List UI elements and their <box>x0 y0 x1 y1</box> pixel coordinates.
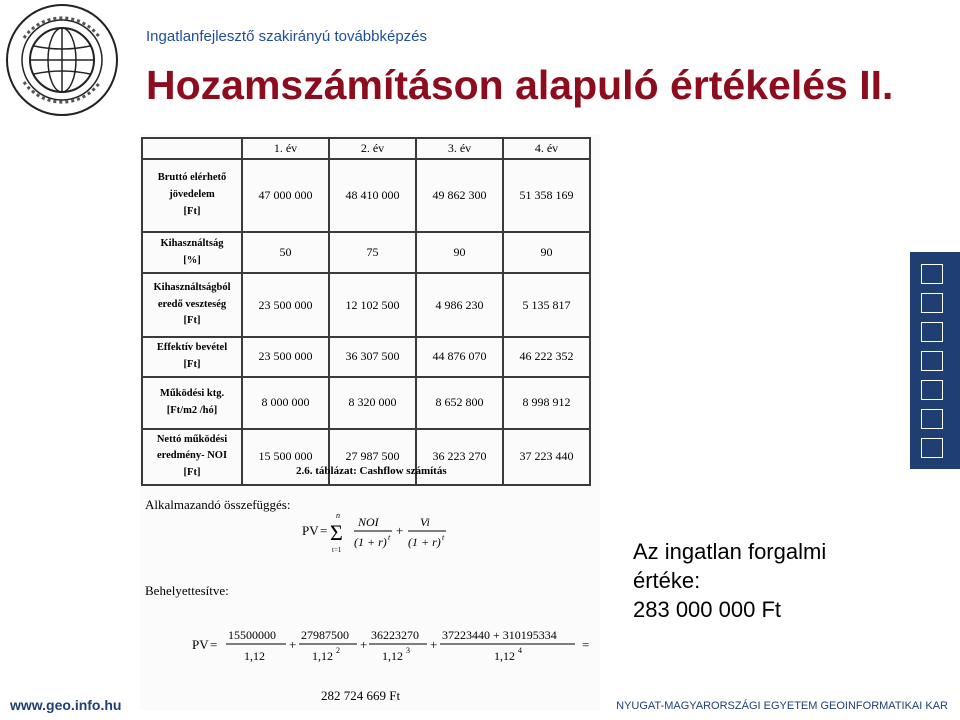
equals-sign: = <box>582 637 590 652</box>
row-label: Nettó működési eredmény- NOI [Ft] <box>142 429 242 485</box>
plus-sign: + <box>396 523 404 538</box>
building-icon <box>921 293 943 313</box>
answer-line: Az ingatlan forgalmi <box>633 539 827 564</box>
cashflow-table <box>141 137 591 486</box>
term-exponent: 2 <box>336 646 340 655</box>
sum-upper: n <box>336 511 340 520</box>
pv-result: 282 724 669 Ft <box>321 688 401 703</box>
term-exponent: 3 <box>406 646 410 655</box>
program-name: Ingatlanfejlesztő szakirányú továbbképzés <box>146 28 428 45</box>
plus-sign: + <box>289 637 297 652</box>
term-numerator: 36223270 <box>371 628 419 642</box>
slide-title: Hozamszámításon alapuló értékelés II. <box>146 62 894 108</box>
university-seal-logo <box>4 2 120 118</box>
row-label: Bruttó elérhető jövedelem [Ft] <box>142 159 242 232</box>
table-cell: 15 500 000 <box>242 429 329 485</box>
pyramid-icon <box>921 351 943 371</box>
row-label: Működési ktg. [Ft/m2 /hó] <box>142 377 242 429</box>
survey-icon <box>921 264 943 284</box>
table-cell: 90 <box>503 232 590 273</box>
term-denominator: 1,12 <box>312 649 333 663</box>
formula-label: Alkalmazandó összefüggés: <box>145 497 291 512</box>
row-label: Kihasználtságból eredő veszteség [Ft] <box>142 273 242 337</box>
corner-cell <box>142 138 242 159</box>
table-cell: 48 410 000 <box>329 159 416 232</box>
house-icon <box>921 438 943 458</box>
grid-map-icon <box>921 380 943 400</box>
table-cell: 44 876 070 <box>416 337 503 377</box>
table-row <box>142 337 590 377</box>
market-value-answer <box>633 537 826 624</box>
table-row <box>142 159 590 232</box>
table-cell: 51 358 169 <box>503 159 590 232</box>
row-label: Effektív bevétel [Ft] <box>142 337 242 377</box>
sum-symbol: Σ <box>330 520 343 545</box>
pv-symbol: PV <box>192 637 209 652</box>
vi-denominator: (1 + r) <box>408 535 441 549</box>
term-exponent: 4 <box>518 646 522 655</box>
column-header: 2. év <box>329 138 416 159</box>
noi-numerator: NOI <box>358 515 379 529</box>
layers-icon <box>921 322 943 342</box>
column-header: 3. év <box>416 138 503 159</box>
plus-sign: + <box>430 637 438 652</box>
table-header-row <box>142 138 590 159</box>
term-numerator: 27987500 <box>301 628 349 642</box>
table-cell: 37 223 440 <box>503 429 590 485</box>
table-cell: 8 652 800 <box>416 377 503 429</box>
table-cell: 50 <box>242 232 329 273</box>
table-cell: 90 <box>416 232 503 273</box>
term-numerator: 37223440 + 310195334 <box>442 628 557 642</box>
table-cell: 23 500 000 <box>242 337 329 377</box>
website-link[interactable]: www.geo.info.hu <box>10 697 122 713</box>
table-cell: 36 307 500 <box>329 337 416 377</box>
table-cell: 49 862 300 <box>416 159 503 232</box>
sum-lower: t=1 <box>332 546 342 554</box>
term-denominator: 1,12 <box>382 649 403 663</box>
institution-name: NYUGAT-MAGYARORSZÁGI EGYETEM GEOINFORMATIKAI KAR <box>616 700 948 712</box>
compass-icon <box>921 409 943 429</box>
vi-exponent: t <box>442 533 445 542</box>
vi-numerator: Vi <box>420 515 430 529</box>
table-cell: 27 987 500 <box>329 429 416 485</box>
table-cell: 46 222 352 <box>503 337 590 377</box>
table-cell: 5 135 817 <box>503 273 590 337</box>
term-denominator: 1,12 <box>494 649 515 663</box>
column-header: 4. év <box>503 138 590 159</box>
answer-value: 283 000 000 Ft <box>633 597 782 622</box>
table-cell: 75 <box>329 232 416 273</box>
table-cell: 8 000 000 <box>242 377 329 429</box>
table-cell: 36 223 270 <box>416 429 503 485</box>
pv-symbol: PV <box>302 523 319 538</box>
substituted-formula <box>190 622 600 666</box>
table-row <box>142 377 590 429</box>
noi-exponent: t <box>388 533 391 542</box>
table-caption: 2.6. táblázat: Cashflow számítás <box>296 465 447 477</box>
noi-denominator: (1 + r) <box>354 535 387 549</box>
column-header: 1. év <box>242 138 329 159</box>
substitution-label: Behelyettesítve: <box>145 583 229 598</box>
plus-sign: + <box>360 637 368 652</box>
table-row <box>142 273 590 337</box>
table-cell: 23 500 000 <box>242 273 329 337</box>
term-numerator: 15500000 <box>228 628 276 642</box>
table-cell: 4 986 230 <box>416 273 503 337</box>
equals-sign: = <box>320 523 328 538</box>
icon-sidebar <box>910 252 960 469</box>
equals-sign: = <box>210 637 218 652</box>
table-cell: 12 102 500 <box>329 273 416 337</box>
pv-formula <box>300 508 460 558</box>
table-row <box>142 232 590 273</box>
answer-line: értéke: <box>633 568 701 593</box>
table-cell: 8 998 912 <box>503 377 590 429</box>
table-cell: 47 000 000 <box>242 159 329 232</box>
row-label: Kihasználtság [%] <box>142 232 242 273</box>
table-cell: 8 320 000 <box>329 377 416 429</box>
term-denominator: 1,12 <box>244 649 265 663</box>
